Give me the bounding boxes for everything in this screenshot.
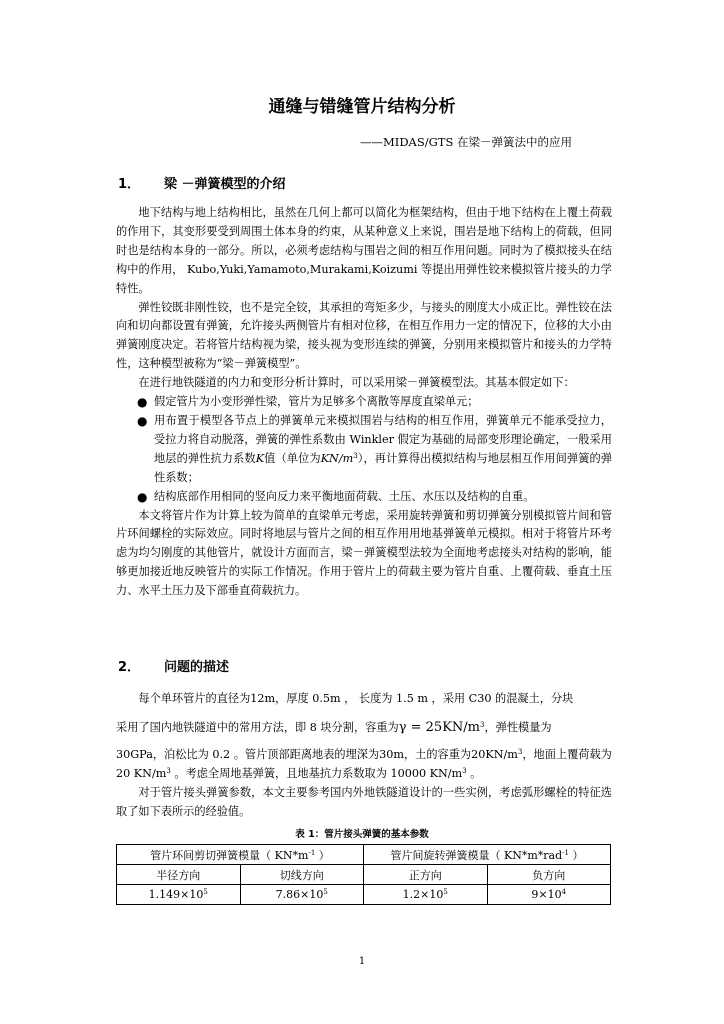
exponent: 4 xyxy=(561,888,567,896)
exponent: 3 xyxy=(517,748,523,756)
header-text: ） xyxy=(568,848,584,862)
value: 1.149×10 xyxy=(148,888,204,901)
exponent: 3 xyxy=(480,721,485,729)
document-subtitle: ——MIDAS/GTS 在梁－弹簧法中的应用 xyxy=(360,135,572,149)
table-cell xyxy=(117,885,241,905)
table-cell: 半径方向 xyxy=(117,865,241,885)
value: 7.86×10 xyxy=(275,888,324,901)
list-item xyxy=(116,488,612,507)
section-1-body xyxy=(116,204,612,601)
paragraph xyxy=(116,717,612,738)
paragraph: 本文将管片作为计算上较为简单的直梁单元考虑，采用旋转弹簧和剪切弹簧分别模拟管片间和管片环间螺栓的实际效应。同时将地层与管片之间的相互作用用地基弹簧单元模拟。相对于将管片环考虑为均匀刚度的其他管片，就设计方面而言，梁－弹簧模型法较为全面地考虑接头对结构的影响，能够更加接近地反映管片的实际工作情况。作用于管片上的荷载主要为管片自重、上覆荷载、垂直土压力、水平土压力及下部垂直荷载抗力。 xyxy=(116,508,612,598)
section-1-heading xyxy=(118,173,286,192)
exponent: -1 xyxy=(562,848,569,857)
bullet-icon: ● xyxy=(137,395,148,410)
list-item-text: 用布置于模型各节点上的弹簧单元来模拟围岩与结构的相互作用，弹簧单元不能承受拉力，受拉力将自动脱落，弹簧的弹性系数由 Winkler 假定为基础的局部变形理论确定，一般采用地层的弹性抗力系数 xyxy=(154,413,612,465)
section-title: 问题的描述 xyxy=(164,660,230,675)
spring-parameters-table xyxy=(116,844,611,905)
table-cell: 切线方向 xyxy=(240,865,364,885)
section-number: 2． xyxy=(118,660,141,675)
section-2-heading xyxy=(118,656,229,675)
list-item-text: 值（单位为 xyxy=(264,451,321,465)
exponent: 3 xyxy=(462,766,467,775)
bullet-icon: ● xyxy=(137,413,148,428)
paragraph-text: 采用了国内地铁隧道中的常用方法，即 8 块分割，容重为 xyxy=(116,721,399,734)
table-header-cell xyxy=(364,845,611,865)
table-caption: 表 1：管片接头弹簧的基本参数 xyxy=(295,829,429,840)
document-title: 通缝与错缝管片结构分析 xyxy=(268,97,456,117)
paragraph: 在进行地铁隧道的内力和变形分析计算时，可以采用梁－弹簧模型法。其基本假定如下： xyxy=(138,376,575,390)
list-item-text: 假定管片为小变形弹性梁，管片为足够多个离散等厚度直梁单元； xyxy=(154,395,479,409)
table-row xyxy=(117,885,611,905)
section-2-body xyxy=(116,688,612,822)
table-cell: 正方向 xyxy=(364,865,488,885)
paragraph: 对于管片接头弹簧参数，本文主要参考国内外地铁隧道设计的一些实例，考虑弧形螺栓的特征选取了如下表所示的经验值。 xyxy=(116,785,612,818)
paragraph-text: 。 xyxy=(466,766,482,780)
paragraph-text: ，弹性模量为 xyxy=(484,721,552,734)
paragraph xyxy=(116,746,612,784)
exponent: -1 xyxy=(308,848,316,857)
unit: KN/m xyxy=(320,451,354,465)
page-number: 1 xyxy=(358,956,366,967)
exponent: 5 xyxy=(203,888,208,896)
exponent: 5 xyxy=(323,888,328,896)
value: 1.2×10 xyxy=(402,888,444,901)
list-item xyxy=(116,412,612,488)
paragraph: 每个单环管片的直径为12m，厚度 0.5m ， 长度为 1.5 m ，采用 C30 的混凝土，分块 xyxy=(138,692,574,705)
gamma-formula: γ = 25KN/m xyxy=(398,720,480,735)
header-text: 管片间旋转弹簧模量（ KN*m*rad xyxy=(390,848,563,862)
table-subheader-row xyxy=(117,865,611,885)
table-cell xyxy=(240,885,364,905)
table-cell xyxy=(487,885,611,905)
section-title: 梁 －弹簧模型的介绍 xyxy=(164,177,286,192)
bullet-icon: ● xyxy=(137,489,148,504)
exponent: 5 xyxy=(443,888,448,896)
list-item-text: ），再计算得出模拟结构与地层相互作用间弹簧的弹性系数； xyxy=(154,451,612,484)
table-header-row xyxy=(117,845,611,865)
paragraph: 弹性铰既非刚性铰，也不是完全铰，其承担的弯矩多少，与接头的刚度大小成正比。弹性铰在法向和切向都设置有弹簧，允许接头两侧管片有相对位移，在相互作用力一定的情况下，位移的大小由弹簧刚度决定。若将管片结构视为梁，接头视为变形连续的弹簧，分别用来模拟管片和接头的力学特性，这种模型被称为“梁－弹簧模型”。 xyxy=(116,300,612,371)
paragraph-text: ，地面上覆荷载为 20 KN/m xyxy=(116,748,612,780)
table-cell: 负方向 xyxy=(487,865,611,885)
section-number: 1． xyxy=(118,177,141,192)
paragraph-text: 30GPa，泊松比为 0.2 。管片顶部距离地表的埋深为30m，土的容重为20KN/m xyxy=(116,748,518,761)
list-item xyxy=(116,393,612,412)
k-symbol: K xyxy=(255,451,265,465)
exponent: 3 xyxy=(166,766,171,775)
header-text: ） xyxy=(315,848,330,862)
list-item-text: 结构底部作用相同的竖向反力来平衡地面荷载、土压、水压以及结构的自重。 xyxy=(154,489,535,503)
paragraph: 地下结构与地上结构相比，虽然在几何上都可以简化为框架结构，但由于地下结构在上覆土荷载的作用下，其变形要受到周围土体本身的约束，从某种意义上来说，围岩是地下结构上的荷载，但同时也是结构本身的一部分。所以，必须考虑结构与围岩之间的相互作用问题。同时为了模拟接头在结构中的作用， Kubo,Yuki,Yamamoto,Murakami,Koizumi 等提出用弹性铰来模拟管片接头的力学特性。 xyxy=(116,206,612,295)
exponent: 3 xyxy=(353,451,358,460)
paragraph-text: 。考虑全周地基弹簧，且地基抗力系数取为 10000 KN/m xyxy=(170,766,463,780)
table-header-cell xyxy=(117,845,364,865)
header-text: 管片环间剪切弹簧模量（ KN*m xyxy=(150,848,309,862)
table-cell xyxy=(364,885,488,905)
value: 9×10 xyxy=(531,888,562,901)
